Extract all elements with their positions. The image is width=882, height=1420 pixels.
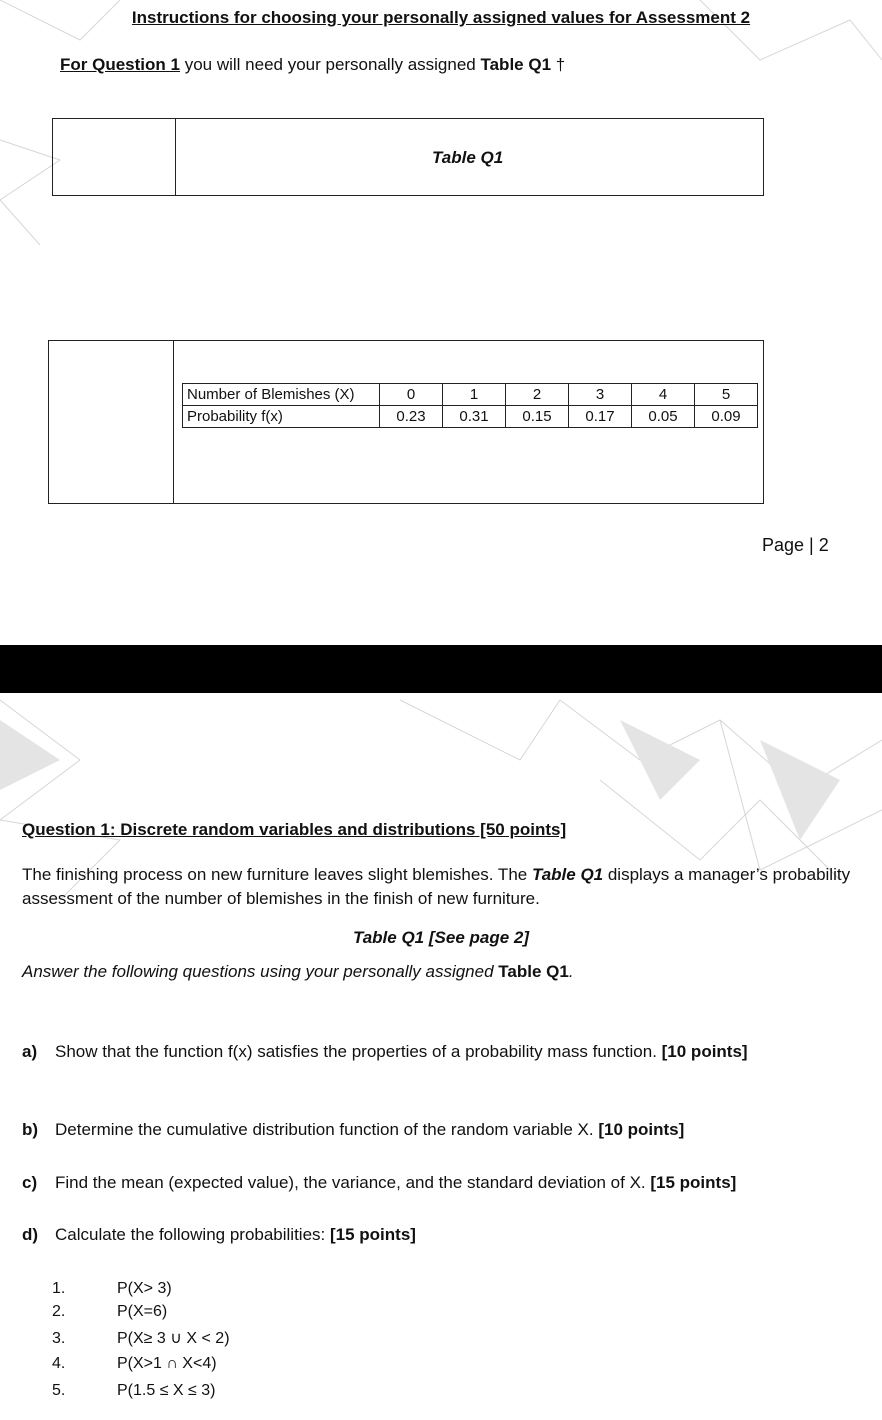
subitem-1-expr: P(X> 3) <box>117 1280 172 1297</box>
instructions-title: Instructions for choosing your personally assigned values for Assessment 2 <box>131 8 751 27</box>
part-b-points: [10 points] <box>598 1120 685 1139</box>
part-a-label: a) <box>22 1042 38 1061</box>
x-value-3: 3 <box>569 384 632 406</box>
q1-middle-text: you will need your personally assigned <box>179 55 481 74</box>
x-value-5: 5 <box>695 384 758 406</box>
desc-table-ref: Table Q1 <box>531 865 604 884</box>
p-value-0: 0.23 <box>380 406 443 428</box>
subitem-1 <box>52 1277 172 1300</box>
question-description <box>22 863 852 911</box>
part-b <box>22 1118 852 1142</box>
subitem-3-number: 3. <box>52 1330 66 1347</box>
subitem-5 <box>52 1379 215 1402</box>
part-b-label: b) <box>22 1120 39 1139</box>
subitem-4-expr: P(X>1 ∩ X<4) <box>117 1355 217 1372</box>
title-box-divider <box>175 118 176 196</box>
q1-table-ref: Table Q1 <box>480 55 552 74</box>
subitem-4-number: 4. <box>52 1355 66 1372</box>
subitem-4 <box>52 1352 217 1375</box>
subitem-3 <box>52 1327 230 1350</box>
answer-table-ref: Table Q1 <box>498 962 569 981</box>
part-c <box>22 1171 852 1195</box>
blemish-probability-table <box>182 383 758 428</box>
answer-prefix: Answer the following questions using your personally assigned <box>22 962 499 981</box>
subitem-1-number: 1. <box>52 1280 66 1297</box>
part-c-text: Find the mean (expected value), the variance, and the standard deviation of X. <box>55 1173 651 1192</box>
x-value-2: 2 <box>506 384 569 406</box>
table-q1-label: Table Q1 <box>432 148 504 167</box>
question-1-title: Question 1: Discrete random variables and distributions [50 points] <box>22 820 567 839</box>
table-caption: Table Q1 [See page 2] <box>352 928 530 947</box>
subitem-2 <box>52 1300 167 1323</box>
subitem-2-expr: P(X=6) <box>117 1303 168 1320</box>
part-a-points: [10 points] <box>661 1042 748 1061</box>
p-value-1: 0.31 <box>443 406 506 428</box>
row-header-x: Number of Blemishes (X) <box>183 384 380 406</box>
subitem-3-expr: P(X≥ 3 ∪ X < 2) <box>117 1330 230 1347</box>
table-row-x <box>183 384 758 406</box>
part-c-points: [15 points] <box>650 1173 737 1192</box>
p-value-2: 0.15 <box>506 406 569 428</box>
data-box-divider <box>173 340 174 504</box>
p-value-3: 0.17 <box>569 406 632 428</box>
page-number: Page | 2 <box>762 535 829 555</box>
x-value-1: 1 <box>443 384 506 406</box>
desc-part-2: displays a manager’s probability assessment of the number of blemishes in the finish of new furniture. <box>22 865 851 908</box>
question-1-instruction <box>60 55 565 75</box>
x-value-0: 0 <box>380 384 443 406</box>
part-d-points: [15 points] <box>330 1225 416 1244</box>
subitem-5-expr: P(1.5 ≤ X ≤ 3) <box>117 1382 216 1399</box>
desc-part-1: The finishing process on new furniture leaves slight blemishes. The <box>22 865 532 884</box>
subitem-2-number: 2. <box>52 1303 66 1320</box>
redaction-band <box>0 645 882 693</box>
p-value-4: 0.05 <box>632 406 695 428</box>
subitem-5-number: 5. <box>52 1382 66 1399</box>
part-b-text: Determine the cumulative distribution function of the random variable X. <box>55 1120 599 1139</box>
part-d-text: Calculate the following probabilities: <box>55 1225 330 1244</box>
part-d-label: d) <box>22 1225 39 1244</box>
answer-suffix: . <box>568 962 574 981</box>
x-value-4: 4 <box>632 384 695 406</box>
p-value-5: 0.09 <box>695 406 758 428</box>
table-q1-title-box <box>52 118 764 196</box>
part-d <box>22 1223 852 1247</box>
row-header-probability: Probability f(x) <box>183 406 380 428</box>
table-row-probability <box>183 406 758 428</box>
part-c-label: c) <box>22 1173 38 1192</box>
question-1-ref: For Question 1 <box>60 55 180 74</box>
part-a <box>22 1040 852 1064</box>
q1-suffix-mark: † <box>551 55 566 74</box>
answer-instruction <box>22 962 574 982</box>
part-a-text: Show that the function f(x) satisfies the properties of a probability mass function. <box>55 1042 662 1061</box>
